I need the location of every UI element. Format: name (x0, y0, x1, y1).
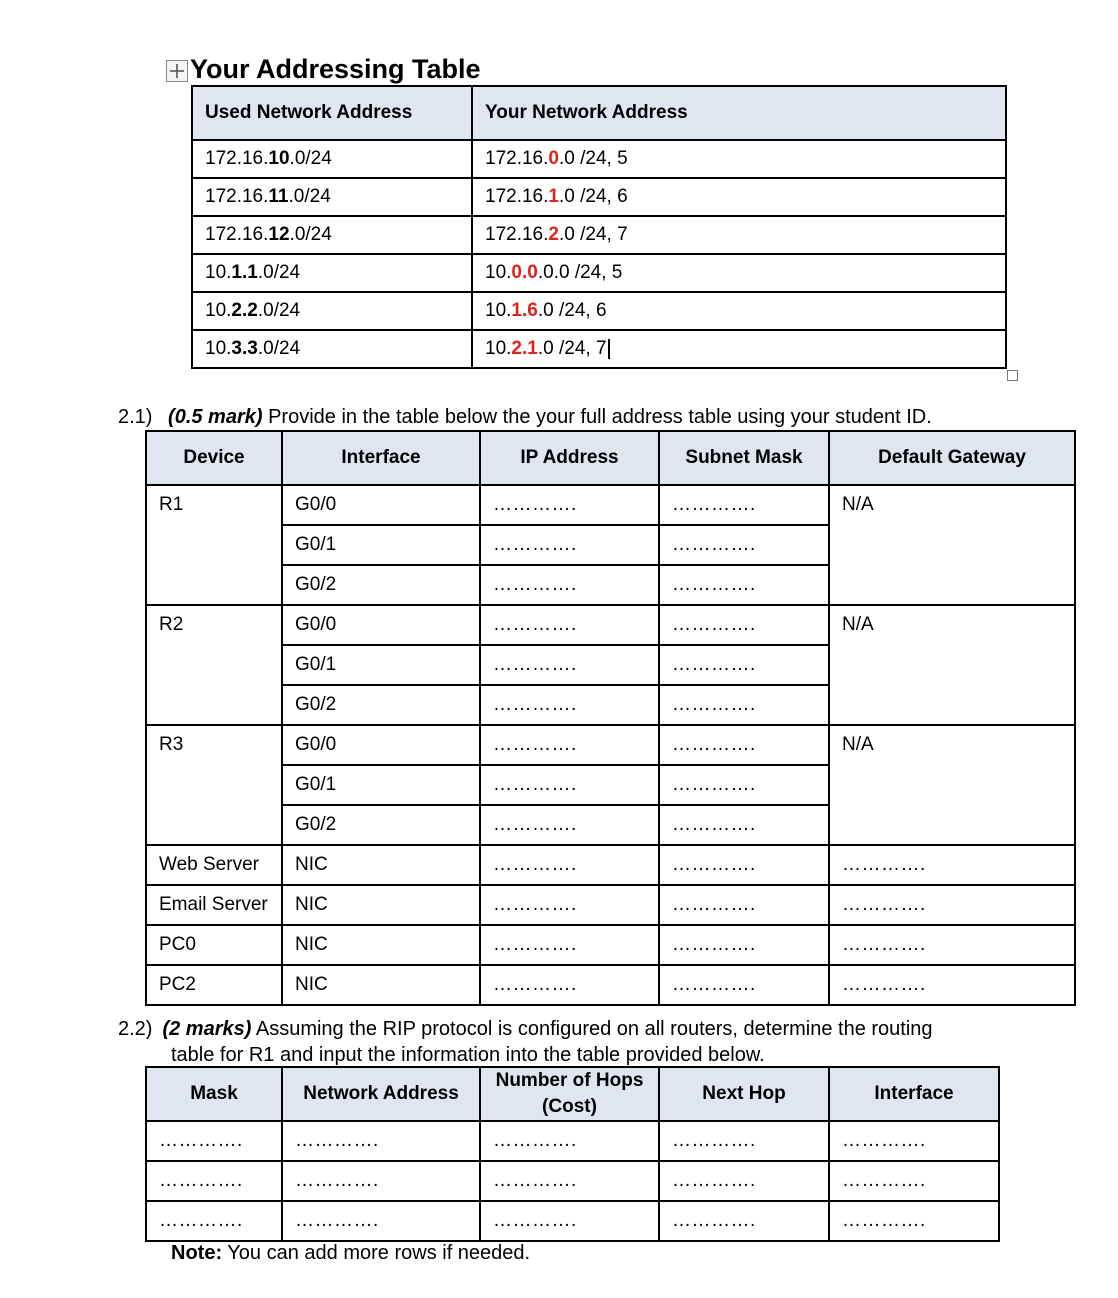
your-network-cell[interactable] (472, 140, 1006, 178)
addr-part: 10. (485, 300, 512, 321)
addr-highlight: 1.6 (511, 300, 538, 321)
interface-cell: G0/0 (282, 605, 480, 645)
table-row (192, 330, 1006, 368)
interface-cell[interactable] (829, 1201, 999, 1241)
table-row (146, 965, 1075, 1005)
table-row (146, 925, 1075, 965)
addr-part: .0/24 (288, 186, 331, 207)
ip-address-cell[interactable] (480, 965, 659, 1005)
addr-part: 10. (205, 300, 232, 321)
table-row (146, 725, 1075, 765)
interface-cell: G0/2 (282, 685, 480, 725)
interface-cell[interactable] (829, 1121, 999, 1161)
ip-address-cell[interactable] (480, 525, 659, 565)
table-row (192, 178, 1006, 216)
header-subnet-mask: Subnet Mask (659, 431, 829, 485)
default-gateway-cell[interactable]: N/A (829, 485, 1075, 605)
addressing-table (191, 85, 1007, 369)
subnet-mask-cell[interactable] (659, 525, 829, 565)
placeholder-dots: …………. (493, 694, 577, 715)
header-network-address: Network Address (282, 1067, 480, 1121)
placeholder-dots: …………. (672, 934, 756, 955)
addr-highlight: 10 (268, 148, 290, 169)
addr-highlight: 12 (268, 224, 290, 245)
placeholder-dots: …………. (493, 574, 577, 595)
ip-address-cell[interactable] (480, 805, 659, 845)
placeholder-dots: …………. (159, 1170, 243, 1191)
placeholder-dots: …………. (493, 1130, 577, 1151)
device-cell: R3 (146, 725, 282, 845)
addr-part: 172.16. (485, 224, 549, 245)
table-row (192, 216, 1006, 254)
header-interface: Interface (829, 1067, 999, 1121)
addr-highlight: 3.3 (231, 338, 258, 359)
ip-address-cell[interactable] (480, 925, 659, 965)
subnet-mask-cell[interactable] (659, 645, 829, 685)
table-row (192, 140, 1006, 178)
addr-highlight: 1.1 (231, 262, 258, 283)
hops-cell[interactable] (480, 1201, 659, 1241)
interface-cell[interactable] (829, 1161, 999, 1201)
addr-part: .0 /24, 7 (558, 224, 628, 245)
header-mask: Mask (146, 1067, 282, 1121)
header-next-hop: Next Hop (659, 1067, 829, 1121)
placeholder-dots: …………. (842, 1130, 926, 1151)
hops-cell[interactable] (480, 1121, 659, 1161)
used-network-cell[interactable] (192, 216, 472, 254)
placeholder-dots: …………. (295, 1210, 379, 1231)
ip-address-cell[interactable] (480, 885, 659, 925)
next-hop-cell[interactable] (659, 1201, 829, 1241)
subnet-mask-cell[interactable] (659, 925, 829, 965)
ip-address-cell[interactable] (480, 725, 659, 765)
addr-highlight: 2.1 (511, 338, 538, 359)
addr-highlight: 2.2 (231, 300, 258, 321)
interface-cell: G0/1 (282, 525, 480, 565)
your-network-cell[interactable] (472, 330, 1006, 368)
placeholder-dots: …………. (672, 814, 756, 835)
question-mark: (0.5 mark) (168, 406, 263, 428)
subnet-mask-cell[interactable] (659, 885, 829, 925)
placeholder-dots: …………. (295, 1130, 379, 1151)
addr-part: 172.16. (485, 148, 549, 169)
subnet-mask-cell[interactable] (659, 685, 829, 725)
ip-address-cell[interactable] (480, 845, 659, 885)
addr-highlight: 0 (548, 148, 559, 169)
placeholder-dots: …………. (493, 734, 577, 755)
table-row (146, 885, 1075, 925)
placeholder-dots: …………. (493, 934, 577, 955)
full-address-table (145, 430, 1076, 1006)
placeholder-dots: …………. (493, 614, 577, 635)
addr-part: .0/24 (257, 262, 301, 283)
subnet-mask-cell[interactable] (659, 565, 829, 605)
addr-part: 10. (205, 262, 232, 283)
question-2-2 (118, 1016, 933, 1068)
interface-cell: NIC (282, 885, 480, 925)
placeholder-dots: …………. (672, 654, 756, 675)
network-address-cell[interactable] (282, 1161, 480, 1201)
note-label: Note: (171, 1242, 223, 1264)
mask-cell[interactable] (146, 1201, 282, 1241)
interface-cell: NIC (282, 845, 480, 885)
placeholder-dots: …………. (493, 654, 577, 675)
placeholder-dots: …………. (842, 1210, 926, 1231)
default-gateway-cell[interactable] (829, 845, 1075, 885)
default-gateway-cell[interactable] (829, 885, 1075, 925)
table-row (146, 1121, 999, 1161)
interface-cell: G0/1 (282, 645, 480, 685)
ip-address-cell[interactable] (480, 565, 659, 605)
question-number: 2.2) (118, 1018, 153, 1040)
placeholder-dots: …………. (493, 854, 577, 875)
addr-highlight: 11 (268, 186, 289, 207)
device-cell: PC0 (146, 925, 282, 965)
ip-address-cell[interactable] (480, 685, 659, 725)
device-cell: PC2 (146, 965, 282, 1005)
placeholder-dots: …………. (493, 494, 577, 515)
interface-cell: G0/0 (282, 485, 480, 525)
note (171, 1242, 530, 1265)
table-resize-handle[interactable] (1007, 370, 1018, 381)
addr-part: .0.0 /24, 5 (537, 262, 623, 283)
addr-part: 172.16. (485, 186, 549, 207)
placeholder-dots: …………. (672, 1170, 756, 1191)
addr-part: 172.16. (205, 148, 269, 169)
table-row (192, 292, 1006, 330)
used-network-cell[interactable] (192, 254, 472, 292)
your-network-cell[interactable] (472, 216, 1006, 254)
table-move-handle[interactable] (166, 60, 188, 82)
placeholder-dots: …………. (493, 1210, 577, 1231)
addr-part: 172.16. (205, 186, 269, 207)
addr-part: .0/24 (289, 148, 332, 169)
interface-cell: NIC (282, 925, 480, 965)
section-title: Your Addressing Table (190, 54, 481, 84)
placeholder-dots: …………. (493, 1170, 577, 1191)
addr-part: .0/24 (289, 224, 332, 245)
placeholder-dots: …………. (672, 1210, 756, 1231)
addr-part: 172.16. (205, 224, 269, 245)
addr-part: .0 /24, 6 (537, 300, 607, 321)
placeholder-dots: …………. (159, 1130, 243, 1151)
your-network-cell[interactable] (472, 254, 1006, 292)
placeholder-dots: …………. (842, 974, 926, 995)
header-hops-cost: Number of Hops (Cost) (480, 1067, 659, 1121)
hops-cell[interactable] (480, 1161, 659, 1201)
used-network-cell[interactable] (192, 178, 472, 216)
placeholder-dots: …………. (159, 1210, 243, 1231)
header-default-gateway: Default Gateway (829, 431, 1075, 485)
question-mark: (2 marks) (162, 1018, 252, 1040)
header-interface: Interface (282, 431, 480, 485)
placeholder-dots: …………. (672, 734, 756, 755)
used-network-cell[interactable] (192, 330, 472, 368)
interface-cell: G0/2 (282, 565, 480, 605)
placeholder-dots: …………. (672, 1130, 756, 1151)
default-gateway-cell[interactable]: N/A (829, 605, 1075, 725)
addr-part: 10. (205, 338, 232, 359)
default-gateway-cell[interactable]: N/A (829, 725, 1075, 845)
table-row (146, 1161, 999, 1201)
placeholder-dots: …………. (672, 694, 756, 715)
placeholder-dots: …………. (672, 854, 756, 875)
placeholder-dots: …………. (672, 614, 756, 635)
ip-address-cell[interactable] (480, 645, 659, 685)
subnet-mask-cell[interactable] (659, 805, 829, 845)
question-text-cont: table for R1 and input the information into the table provided below. (171, 1044, 765, 1066)
table-row (192, 254, 1006, 292)
addr-highlight: 1 (548, 186, 559, 207)
device-cell: R2 (146, 605, 282, 725)
your-network-cell[interactable] (472, 178, 1006, 216)
header-your-network: Your Network Address (472, 86, 1006, 140)
next-hop-cell[interactable] (659, 1121, 829, 1161)
placeholder-dots: …………. (672, 494, 756, 515)
ip-address-cell[interactable] (480, 485, 659, 525)
placeholder-dots: …………. (842, 854, 926, 875)
placeholder-dots: …………. (493, 774, 577, 795)
device-cell: Web Server (146, 845, 282, 885)
addr-part: 10. (485, 262, 512, 283)
default-gateway-cell[interactable] (829, 925, 1075, 965)
interface-cell: G0/2 (282, 805, 480, 845)
default-gateway-cell[interactable] (829, 965, 1075, 1005)
device-cell: R1 (146, 485, 282, 605)
placeholder-dots: …………. (493, 894, 577, 915)
addr-part: .0 /24, 5 (558, 148, 628, 169)
addr-part: .0 /24, 7 (537, 338, 607, 359)
table-row (146, 485, 1075, 525)
addr-highlight: 2 (548, 224, 559, 245)
placeholder-dots: …………. (672, 894, 756, 915)
used-network-cell[interactable] (192, 140, 472, 178)
ip-address-cell[interactable] (480, 605, 659, 645)
interface-cell: NIC (282, 965, 480, 1005)
placeholder-dots: …………. (493, 534, 577, 555)
network-address-cell[interactable] (282, 1121, 480, 1161)
subnet-mask-cell[interactable] (659, 725, 829, 765)
table-row (146, 845, 1075, 885)
placeholder-dots: …………. (493, 974, 577, 995)
placeholder-dots: …………. (672, 574, 756, 595)
question-text: Provide in the table below the your full address table using your student ID. (262, 406, 932, 428)
question-2-1 (118, 406, 932, 429)
subnet-mask-cell[interactable] (659, 605, 829, 645)
mask-cell[interactable] (146, 1121, 282, 1161)
used-network-cell[interactable] (192, 292, 472, 330)
placeholder-dots: …………. (842, 1170, 926, 1191)
device-cell: Email Server (146, 885, 282, 925)
note-text: You can add more rows if needed. (222, 1242, 531, 1264)
ip-address-cell[interactable] (480, 765, 659, 805)
placeholder-dots: …………. (842, 934, 926, 955)
question-number: 2.1) (118, 406, 153, 428)
subnet-mask-cell[interactable] (659, 765, 829, 805)
your-network-cell[interactable] (472, 292, 1006, 330)
placeholder-dots: …………. (295, 1170, 379, 1191)
move-icon (167, 61, 187, 81)
interface-cell: G0/1 (282, 765, 480, 805)
placeholder-dots: …………. (672, 534, 756, 555)
routing-table (145, 1066, 1000, 1242)
subnet-mask-cell[interactable] (659, 965, 829, 1005)
network-address-cell[interactable] (282, 1201, 480, 1241)
addr-highlight: 0.0 (511, 262, 538, 283)
header-device: Device (146, 431, 282, 485)
interface-cell: G0/0 (282, 725, 480, 765)
placeholder-dots: …………. (672, 974, 756, 995)
header-ip-address: IP Address (480, 431, 659, 485)
addr-part: 10. (485, 338, 512, 359)
mask-cell[interactable] (146, 1161, 282, 1201)
text-cursor (608, 339, 610, 359)
addr-part: .0 /24, 6 (558, 186, 628, 207)
subnet-mask-cell[interactable] (659, 845, 829, 885)
placeholder-dots: …………. (672, 774, 756, 795)
table-row (146, 605, 1075, 645)
header-used-network: Used Network Address (192, 86, 472, 140)
question-text: Assuming the RIP protocol is configured on all routers, determine the routing (251, 1018, 933, 1040)
placeholder-dots: …………. (493, 814, 577, 835)
subnet-mask-cell[interactable] (659, 485, 829, 525)
table-row (146, 1201, 999, 1241)
addr-part: .0/24 (257, 300, 301, 321)
placeholder-dots: …………. (842, 894, 926, 915)
next-hop-cell[interactable] (659, 1161, 829, 1201)
addr-part: .0/24 (257, 338, 301, 359)
